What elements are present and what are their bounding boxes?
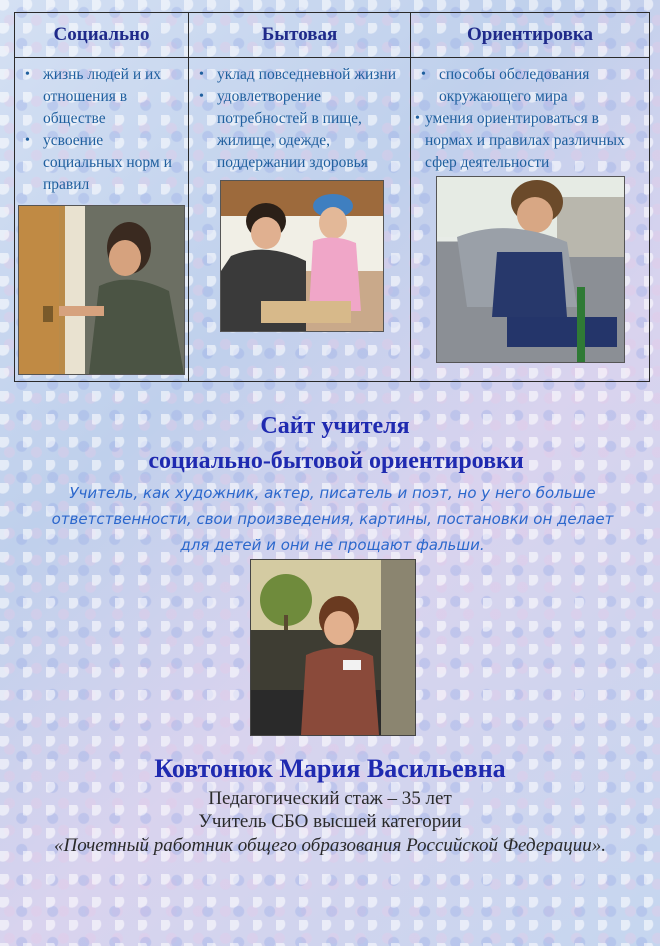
workshop-student-photo xyxy=(436,176,625,363)
teacher-experience: Педагогический стаж – 35 лет xyxy=(208,788,452,809)
header-social: Социально xyxy=(15,13,189,58)
orientation-bullet-list xyxy=(415,64,645,174)
site-title-line2: социально-бытовой ориентировки xyxy=(148,448,524,474)
teacher-category: Учитель СБО высшей категории xyxy=(198,811,462,832)
list-item: • способы обследования окружающего мира xyxy=(415,64,645,108)
list-item: • умения ориентироваться в нормах и правилах различных сфер деятельности xyxy=(415,108,645,174)
directions-table xyxy=(14,12,650,382)
column-orientation xyxy=(411,58,650,382)
header-household: Бытовая xyxy=(189,13,411,58)
teacher-award: «Почетный работник общего образования Российской Федерации». xyxy=(53,835,607,856)
cooking-lesson-photo xyxy=(220,180,384,332)
header-orientation: Ориентировка xyxy=(411,13,650,58)
site-title-line1: Сайт учителя xyxy=(260,413,410,439)
social-bullet-list xyxy=(19,64,184,196)
boy-unlocking-door-photo xyxy=(18,205,185,375)
column-social xyxy=(15,58,189,382)
household-bullet-list xyxy=(193,64,406,174)
column-household xyxy=(189,58,411,382)
list-item: • усвоение социальных норм и правил xyxy=(19,130,184,196)
teacher-quote: Учитель, как художник, актер, писатель и поэт, но у него больше ответственности, свои произведения, картины, постановки он делает для детей и они не прощают фальши. xyxy=(51,484,614,554)
list-item: • уклад повседневной жизни xyxy=(193,64,406,86)
teacher-portrait-photo xyxy=(250,559,416,736)
list-item: • жизнь людей и их отношения в обществе xyxy=(19,64,184,130)
teacher-name: Ковтонюк Мария Васильевна xyxy=(154,754,506,783)
list-item: • удовлетворение потребностей в пище, жилище, одежде, поддержании здоровья xyxy=(193,86,406,174)
